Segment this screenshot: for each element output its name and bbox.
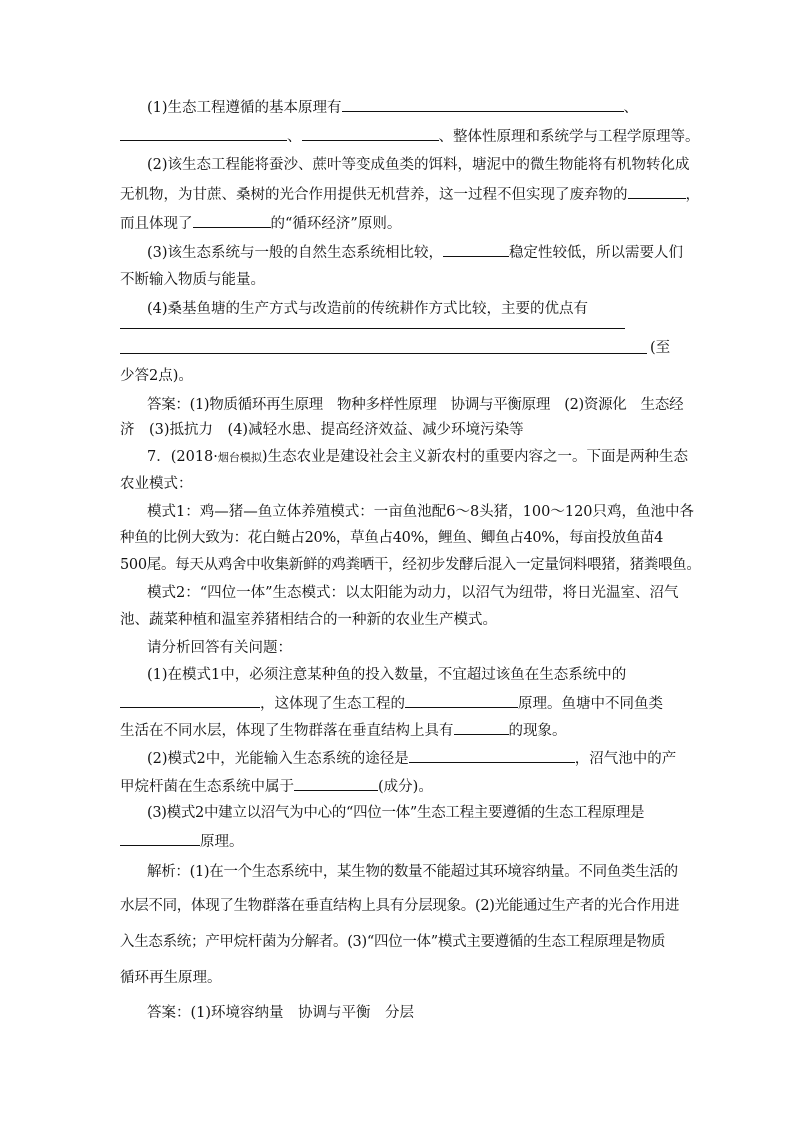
answer-blank <box>120 831 200 846</box>
q6-part2-line2 <box>120 184 700 205</box>
answer-blank <box>302 126 439 141</box>
answer-blank <box>409 748 575 763</box>
separator: 、 <box>438 129 453 145</box>
q6-part1-stem: (1)生态工程遵循的基本原理有 <box>147 100 342 116</box>
q7-sub3-line2 <box>120 831 244 852</box>
q6-part3-line2: 不断输入物质与能量。 <box>120 272 265 288</box>
q7-analysis-line1: 解析：(1)在一个生态系统中，某生物的数量不能超过其环境容纳量。不同鱼类生活的 <box>147 864 678 880</box>
q6-answer-line1: 答案：(1)物质循环再生原理 物种多样性原理 协调与平衡原理 (2)资源化 生态经 <box>147 397 684 413</box>
text: )生态农业是建设社会主义新农村的重要内容之一。下面是两种生态 <box>261 449 689 465</box>
text: ，这体现了生态工程的 <box>260 696 405 712</box>
q7-mode1-line2: 种鱼的比例大致为：花白鲢占20%，草鱼占40%，鲤鱼、鲫鱼占40%，每亩投放鱼苗4 <box>120 530 664 546</box>
text: 稳定性较低，所以需要人们 <box>509 245 684 261</box>
q7-mode2-line2: 池、蔬菜种植和温室养猪相结合的一种新的农业生产模式。 <box>120 612 497 628</box>
answer-blank <box>454 720 509 735</box>
answer-blank <box>443 242 509 257</box>
q7-stem-line1 <box>147 447 688 468</box>
q7-answer: 答案：(1)环境容纳量 协调与平衡 分层 <box>147 1005 415 1021</box>
text: 生活在不同水层，体现了生物群落在垂直结构上具有 <box>120 723 454 739</box>
q6-part4-line1: (4)桑基鱼塘的生产方式与改造前的传统耕作方式比较，主要的优点有 <box>147 301 589 317</box>
q7-stem-line2: 农业模式： <box>120 476 193 492</box>
q6-part1-line1 <box>147 97 638 118</box>
q7-sub1-line3 <box>120 720 567 741</box>
answer-blank <box>120 693 260 708</box>
text: 的“循环经济”原则。 <box>270 216 402 232</box>
text: ， <box>685 187 700 203</box>
text: (成分)。 <box>378 779 433 795</box>
q7-sub3-line1: (3)模式2中建立以沼气为中心的“四位一体”生态工程主要遵循的生态工程原理是 <box>147 805 645 821</box>
q7-sub2-line2 <box>120 776 433 797</box>
source-tag: 烟台模拟 <box>217 451 262 464</box>
q6-part4-line3-tail: (至 <box>650 340 671 356</box>
text: 的现象。 <box>508 723 567 739</box>
separator: 、 <box>623 100 639 116</box>
answer-line <box>120 353 647 354</box>
text: 无机物，为甘蔗、桑树的光合作用提供无机营养，这一过程不但实现了废弃物的 <box>120 187 628 203</box>
answer-blank <box>294 776 378 791</box>
q6-part3-line1 <box>147 242 683 263</box>
q7-sub2-line1 <box>147 748 676 769</box>
text: (2)模式2中，光能输入生态系统的途径是 <box>147 751 409 767</box>
answer-blank <box>193 213 271 228</box>
text: ，沼气池中的产 <box>574 751 677 767</box>
q7-mode1-line1: 模式1：鸡—猪—鱼立体养殖模式：一亩鱼池配6～8头猪，100～120只鸡，鱼池中各 <box>147 504 695 520</box>
q7-sub1-line1: (1)在模式1中，必须注意某种鱼的投入数量，不宜超过该鱼在生态系统中的 <box>147 667 627 683</box>
answer-blank <box>628 184 686 199</box>
text: 原理。鱼塘中不同鱼类 <box>518 696 663 712</box>
q6-part2-line1: (2)该生态工程能将蚕沙、蔗叶等变成鱼类的饵料，塘泥中的微生物能将有机物转化成 <box>147 157 690 173</box>
q7-prompt: 请分析回答有关问题： <box>147 640 292 656</box>
question-number: 7．(2018· <box>147 449 218 465</box>
q6-part1-line2 <box>120 126 700 147</box>
q7-mode2-line1: 模式2：“四位一体”生态模式：以太阳能为动力，以沼气为纽带，将日光温室、沼气 <box>147 585 679 601</box>
answer-blank <box>405 693 518 708</box>
q6-part1-tail: 整体性原理和系统学与工程学原理等。 <box>453 129 700 145</box>
text: (3)该生态系统与一般的自然生态系统相比较， <box>147 245 444 261</box>
text: 原理。 <box>200 834 244 850</box>
answer-line <box>120 328 625 329</box>
q7-sub1-line2 <box>120 693 663 714</box>
q6-answer-line2: 济 (3)抵抗力 (4)减轻水患、提高经济效益、减少环境污染等 <box>120 422 524 438</box>
answer-blank <box>120 126 287 141</box>
q7-analysis-line3: 入生态系统；产甲烷杆菌为分解者。(3)“四位一体”模式主要遵循的生态工程原理是物质 <box>120 934 666 950</box>
answer-blank <box>342 97 624 112</box>
q6-part4-line4: 少答2点)。 <box>120 368 193 384</box>
separator: 、 <box>287 129 302 145</box>
q7-mode1-line3: 500尾。每天从鸡舍中收集新鲜的鸡粪晒干，经初步发酵后混入一定量饲料喂猪，猪粪喂鱼。 <box>120 557 701 573</box>
text: 甲烷杆菌在生态系统中属于 <box>120 779 294 795</box>
text: 而且体现了 <box>120 216 193 232</box>
q7-analysis-line2: 水层不同，体现了生物群落在垂直结构上具有分层现象。(2)光能通过生产者的光合作用进 <box>120 898 680 914</box>
q6-part2-line3 <box>120 213 401 234</box>
q7-analysis-line4: 循环再生原理。 <box>120 970 222 986</box>
